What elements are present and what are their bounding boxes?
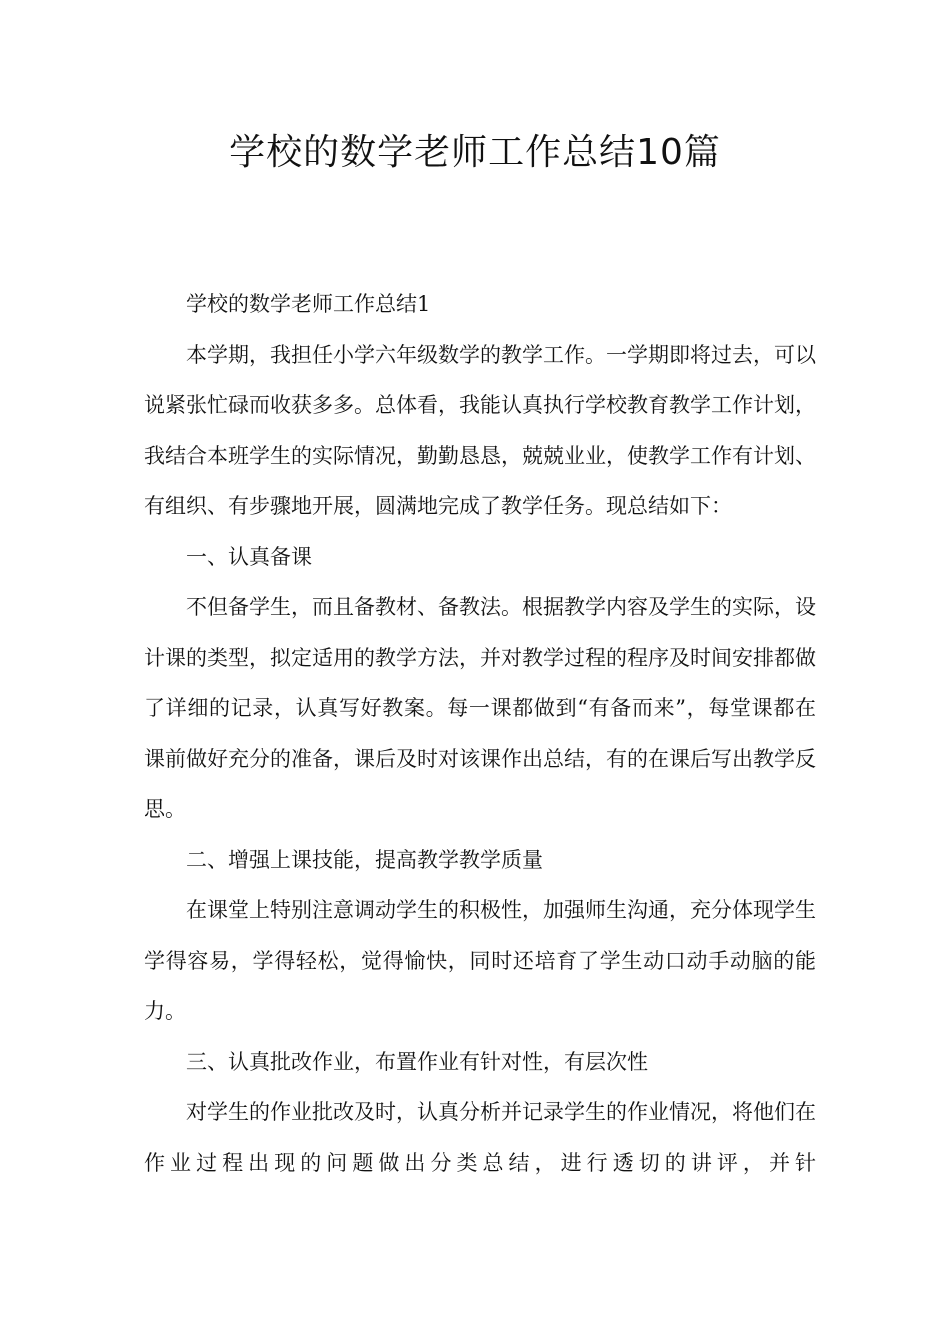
body-paragraph: 本学期，我担任小学六年级数学的教学工作。一学期即将过去，可以说紧张忙碌而收获多多。总体看，我能认真执行学校教育教学工作计划，我结合本班学生的实际情况，勤勤恳恳，兢兢业业，使教学工作有计划、有组织、有步骤地开展，圆满地完成了教学任务。现总结如下：	[144, 342, 816, 518]
body-paragraph: 不但备学生，而且备教材、备教法。根据教学内容及学生的实际，设计课的类型，拟定适用的教学方法，并对教学过程的程序及时间安排都做了详细的记录，认真写好教案。每一课都做到“有备而来”，每堂课都在课前做好充分的准备，课后及时对该课作出总结，有的在课后写出教学反思。	[144, 595, 816, 821]
body-paragraph: 在课堂上特别注意调动学生的积极性，加强师生沟通，充分体现学生学得容易，学得轻松，觉得愉快，同时还培育了学生动口动手动脑的能力。	[144, 898, 816, 1023]
document-body	[144, 279, 816, 1188]
document-title: 学校的数学老师工作总结10篇	[229, 132, 721, 173]
body-paragraph: 对学生的作业批改及时，认真分析并记录学生的作业情况，将他们在作业过程出现的问题做出分类总结，进行透切的讲评，并针	[144, 1100, 816, 1175]
section-heading: 三、认真批改作业，布置作业有针对性，有层次性	[186, 1049, 648, 1074]
section-heading: 学校的数学老师工作总结1	[186, 292, 431, 316]
section-heading: 二、增强上课技能，提高教学教学质量	[186, 847, 543, 872]
section-heading: 一、认真备课	[186, 544, 312, 569]
